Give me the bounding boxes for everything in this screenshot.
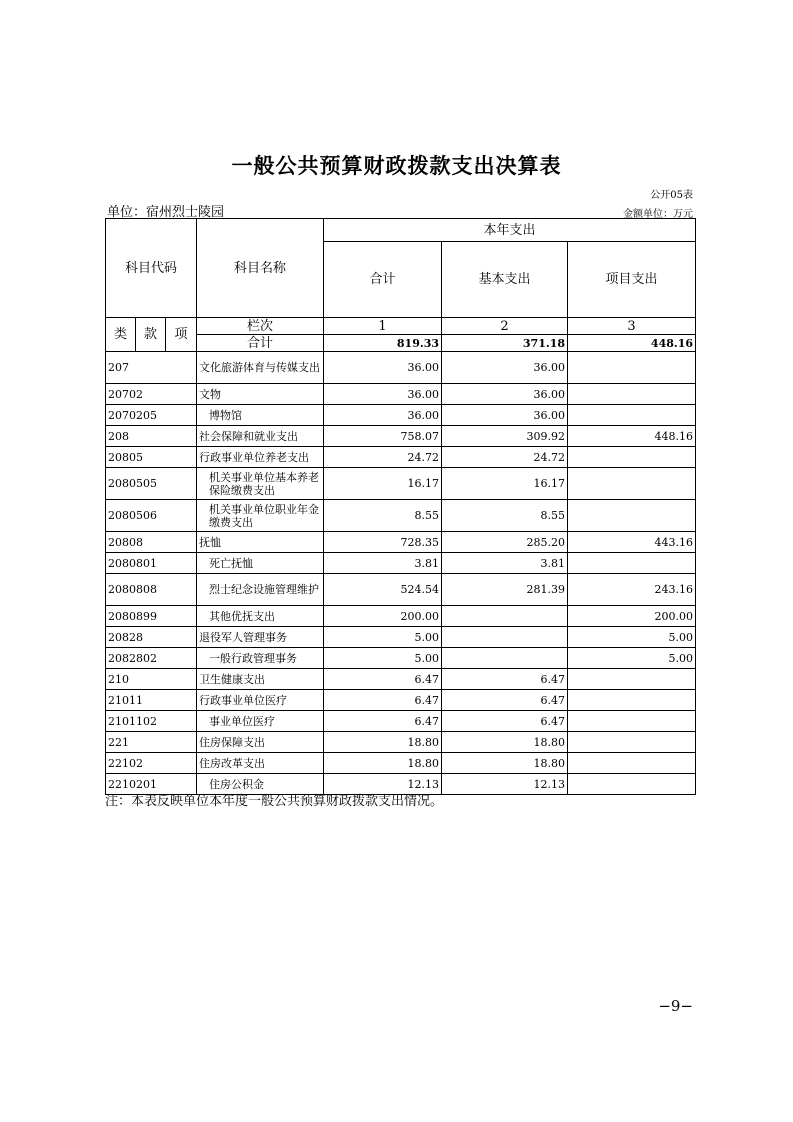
- row-basic: 3.81: [442, 553, 568, 574]
- row-project: [568, 732, 696, 753]
- row-code: 2070205: [106, 405, 197, 426]
- row-name: 行政事业单位养老支出: [197, 447, 324, 468]
- table-row: [106, 500, 696, 532]
- row-project: [568, 753, 696, 774]
- row-name: 卫生健康支出: [197, 669, 324, 690]
- row-total: 36.00: [324, 405, 442, 426]
- row-basic: 6.47: [442, 669, 568, 690]
- row-project: [568, 384, 696, 405]
- row-total: 6.47: [324, 690, 442, 711]
- row-project: [568, 690, 696, 711]
- row-total: 3.81: [324, 553, 442, 574]
- row-name: 机关事业单位基本养老保险缴费支出: [197, 468, 324, 500]
- row-project: [568, 553, 696, 574]
- row-basic: 281.39: [442, 574, 568, 606]
- header-col-3: 3: [568, 318, 696, 335]
- row-basic: [442, 606, 568, 627]
- row-basic: 309.92: [442, 426, 568, 447]
- row-total: 6.47: [324, 669, 442, 690]
- row-basic: 36.00: [442, 352, 568, 384]
- table-row: [106, 753, 696, 774]
- header-year-spend: 本年支出: [324, 219, 696, 242]
- row-total: 5.00: [324, 627, 442, 648]
- form-number: 公开05表: [650, 190, 693, 201]
- table-row: [106, 648, 696, 669]
- row-name: 退役军人管理事务: [197, 627, 324, 648]
- table-row: [106, 468, 696, 500]
- row-name: 其他优抚支出: [197, 606, 324, 627]
- row-total: 6.47: [324, 711, 442, 732]
- table-row: [106, 711, 696, 732]
- row-code: 210: [106, 669, 197, 690]
- row-code: 20805: [106, 447, 197, 468]
- row-code: 2080506: [106, 500, 197, 532]
- header-xiang: 项: [166, 318, 197, 352]
- row-code: 208: [106, 426, 197, 447]
- table-row: [106, 426, 696, 447]
- row-name: 社会保障和就业支出: [197, 426, 324, 447]
- row-code: 2210201: [106, 774, 197, 795]
- row-project: 243.16: [568, 574, 696, 606]
- row-code: 2101102: [106, 711, 197, 732]
- table-row: [106, 690, 696, 711]
- row-code: 21011: [106, 690, 197, 711]
- table-row: [106, 732, 696, 753]
- row-code: 2080899: [106, 606, 197, 627]
- row-basic: 12.13: [442, 774, 568, 795]
- row-code: 22102: [106, 753, 197, 774]
- table-row: [106, 553, 696, 574]
- row-total: 200.00: [324, 606, 442, 627]
- expenditure-table: [105, 218, 696, 795]
- table-row: [106, 405, 696, 426]
- row-name: 烈士纪念设施管理维护: [197, 574, 324, 606]
- row-code: 221: [106, 732, 197, 753]
- header-project: 项目支出: [568, 242, 696, 318]
- row-name: 文物: [197, 384, 324, 405]
- table-row: [106, 574, 696, 606]
- table-row: [106, 532, 696, 553]
- row-total: 36.00: [324, 352, 442, 384]
- row-project: [568, 500, 696, 532]
- row-total: 728.35: [324, 532, 442, 553]
- row-name: 一般行政管理事务: [197, 648, 324, 669]
- report-title: 一般公共预算财政拨款支出决算表: [231, 153, 562, 178]
- row-project: 200.00: [568, 606, 696, 627]
- header-col-2: 2: [442, 318, 568, 335]
- row-project: [568, 405, 696, 426]
- row-project: 448.16: [568, 426, 696, 447]
- header-subject-code: 科目代码: [106, 219, 197, 318]
- header-kuan: 款: [136, 318, 166, 352]
- row-code: 20828: [106, 627, 197, 648]
- row-code: 2080505: [106, 468, 197, 500]
- header-total: 合计: [324, 242, 442, 318]
- row-project: [568, 352, 696, 384]
- table-row: [106, 352, 696, 384]
- row-total: 18.80: [324, 753, 442, 774]
- row-project: 5.00: [568, 648, 696, 669]
- row-project: 5.00: [568, 627, 696, 648]
- header-basic: 基本支出: [442, 242, 568, 318]
- row-name: 死亡抚恤: [197, 553, 324, 574]
- row-name: 文化旅游体育与传媒支出: [197, 352, 324, 384]
- row-total: 8.55: [324, 500, 442, 532]
- row-name: 事业单位医疗: [197, 711, 324, 732]
- table-row: [106, 627, 696, 648]
- row-project: [568, 669, 696, 690]
- total-row-project: 448.16: [568, 335, 696, 352]
- row-basic: 18.80: [442, 732, 568, 753]
- unit-label: 单位：宿州烈士陵园: [107, 205, 225, 220]
- row-name: 住房公积金: [197, 774, 324, 795]
- money-unit-label: 金额单位：万元: [623, 209, 693, 220]
- row-basic: 18.80: [442, 753, 568, 774]
- row-code: 207: [106, 352, 197, 384]
- row-project: [568, 711, 696, 732]
- row-total: 36.00: [324, 384, 442, 405]
- header-lei: 类: [106, 318, 136, 352]
- table-row: [106, 669, 696, 690]
- row-code: 2080808: [106, 574, 197, 606]
- row-code: 2082802: [106, 648, 197, 669]
- row-basic: 36.00: [442, 405, 568, 426]
- row-basic: 6.47: [442, 690, 568, 711]
- row-basic: 285.20: [442, 532, 568, 553]
- row-name: 住房改革支出: [197, 753, 324, 774]
- row-total: 758.07: [324, 426, 442, 447]
- row-code: 20808: [106, 532, 197, 553]
- table-row: [106, 606, 696, 627]
- table-row: [106, 447, 696, 468]
- row-total: 5.00: [324, 648, 442, 669]
- row-basic: 6.47: [442, 711, 568, 732]
- total-row-label: 合计: [197, 335, 324, 352]
- row-basic: 16.17: [442, 468, 568, 500]
- row-total: 12.13: [324, 774, 442, 795]
- header-subject-name: 科目名称: [197, 219, 324, 318]
- row-basic: 24.72: [442, 447, 568, 468]
- row-name: 住房保障支出: [197, 732, 324, 753]
- table-note: 注：本表反映单位本年度一般公共预算财政拨款支出情况。: [105, 794, 444, 809]
- row-total: 18.80: [324, 732, 442, 753]
- table-row: [106, 384, 696, 405]
- row-basic: [442, 648, 568, 669]
- row-basic: 36.00: [442, 384, 568, 405]
- row-name: 行政事业单位医疗: [197, 690, 324, 711]
- row-basic: [442, 627, 568, 648]
- total-row-basic: 371.18: [442, 335, 568, 352]
- row-total: 16.17: [324, 468, 442, 500]
- row-project: 443.16: [568, 532, 696, 553]
- row-total: 524.54: [324, 574, 442, 606]
- row-name: 博物馆: [197, 405, 324, 426]
- row-basic: 8.55: [442, 500, 568, 532]
- row-code: 20702: [106, 384, 197, 405]
- row-code: 2080801: [106, 553, 197, 574]
- header-lanci: 栏次: [197, 318, 324, 335]
- header-col-1: 1: [324, 318, 442, 335]
- row-name: 机关事业单位职业年金缴费支出: [197, 500, 324, 532]
- row-total: 24.72: [324, 447, 442, 468]
- row-project: [568, 774, 696, 795]
- row-project: [568, 447, 696, 468]
- row-project: [568, 468, 696, 500]
- page-number: −9−: [658, 997, 693, 1015]
- row-name: 抚恤: [197, 532, 324, 553]
- total-row-total: 819.33: [324, 335, 442, 352]
